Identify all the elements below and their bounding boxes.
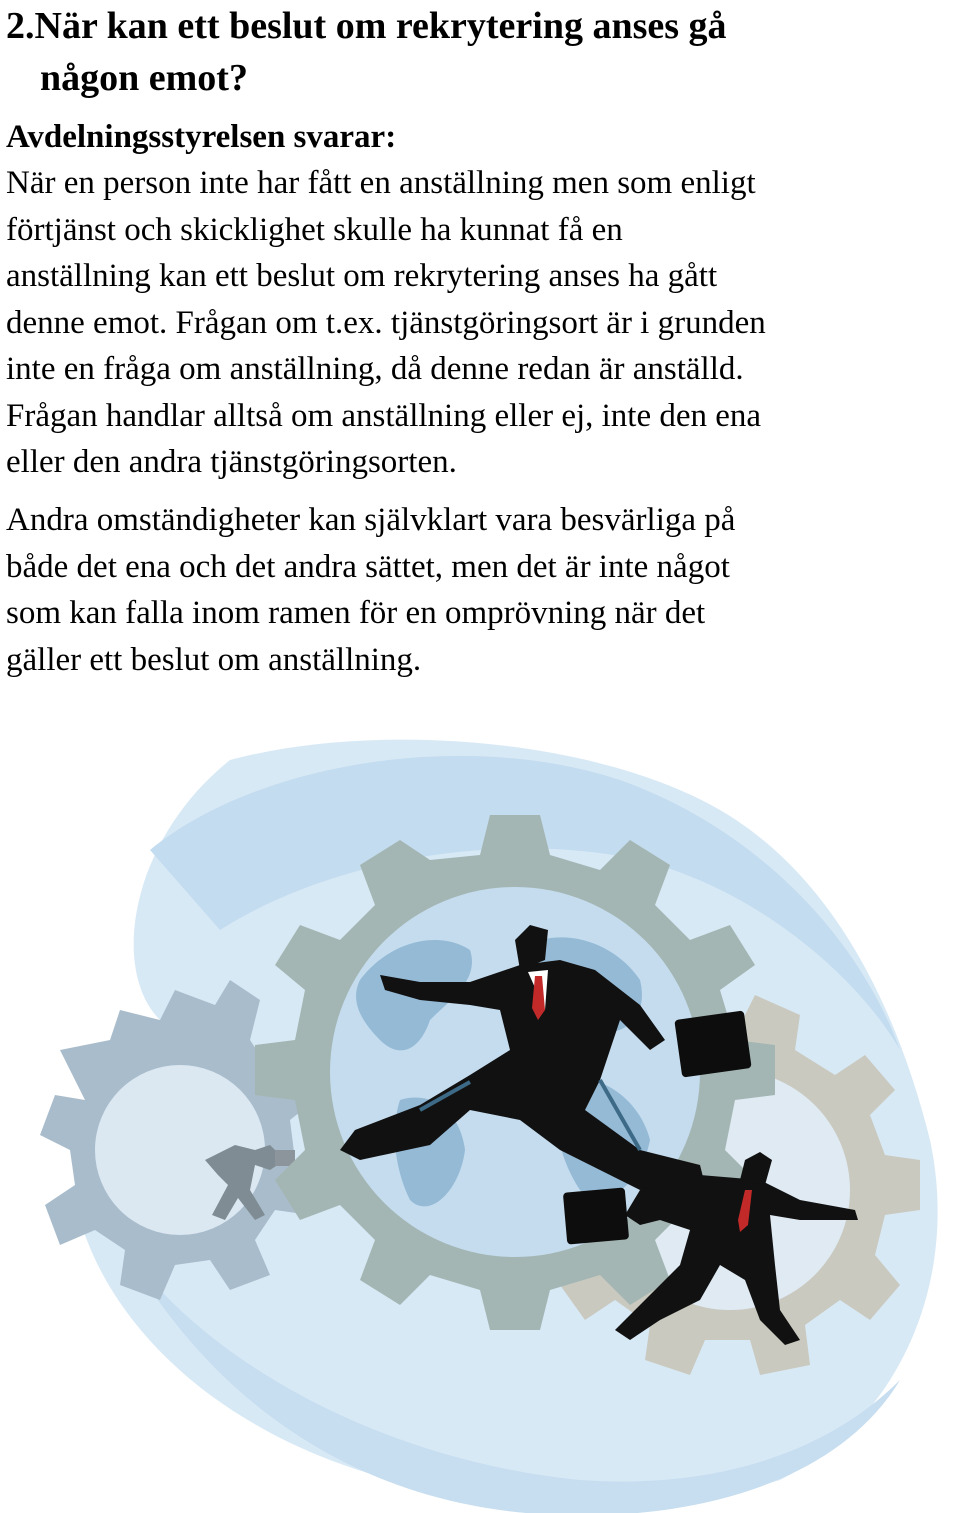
paragraph-2-line: gäller ett beslut om anställning. bbox=[6, 641, 422, 678]
paragraph-1-line: När en person inte har fått en anställning men som enligt bbox=[6, 165, 756, 201]
paragraph-1-line: denne emot. Frågan om t.ex. tjänstgöringsort är i grunden bbox=[6, 304, 766, 341]
page-heading bbox=[6, 0, 946, 104]
gears-businessmen-illustration bbox=[0, 720, 960, 1513]
paragraph-1-line: Frågan handlar alltså om anställning eller ej, inte den ena bbox=[6, 397, 762, 434]
paragraph-1-line: förtjänst och skicklighet skulle ha kunnat få en bbox=[6, 211, 623, 248]
heading-number: 2. bbox=[6, 5, 35, 47]
paragraph-2-line: som kan falla inom ramen för en omprövning när det bbox=[6, 595, 706, 631]
paragraph-1-line: inte en fråga om anställning, då denne redan är anställd. bbox=[6, 351, 744, 387]
paragraph-2-line: Andra omständigheter kan självklart vara besvärliga på bbox=[6, 502, 736, 538]
briefcase-upper-icon bbox=[674, 1010, 751, 1077]
briefcase-lower-icon bbox=[563, 1187, 629, 1244]
subheading: Avdelningsstyrelsen svarar: bbox=[6, 119, 397, 155]
paragraph-1-line: anställning kan ett beslut om rekrytering anses ha gått bbox=[6, 258, 718, 294]
heading-line-1: När kan ett beslut om rekrytering anses gå bbox=[34, 5, 727, 47]
heading-line-2: någon emot? bbox=[40, 57, 248, 99]
paragraph-1-line: eller den andra tjänstgöringsorten. bbox=[6, 444, 457, 480]
paragraph-1 bbox=[6, 160, 956, 486]
paragraph-2-line: både det ena och det andra sättet, men det är inte något bbox=[6, 548, 730, 585]
paragraph-2 bbox=[6, 497, 956, 683]
